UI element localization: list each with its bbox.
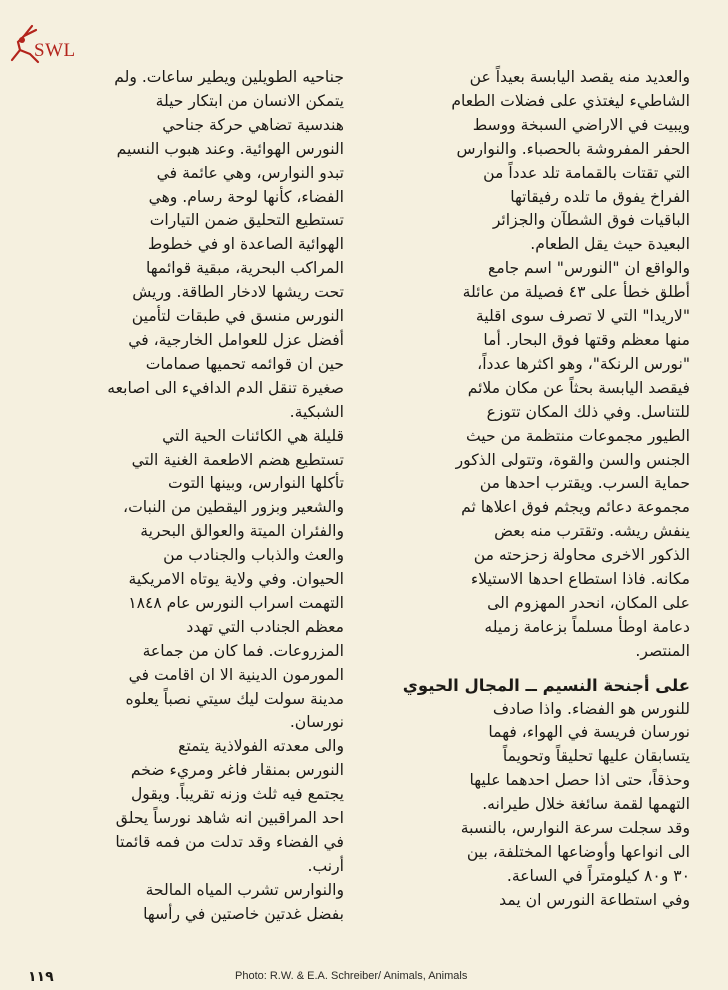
paragraph: والى معدته الفولاذية يتمتع النورس بمنقار فاغر ومريء ضخم يجتمع فيه ثلث وزنه تقريباً. ويقول احد المراقبين انه شاهد نورساً يحلق في الفضاء وقد تدلت من فمه قائمتا أرنب. xyxy=(115,737,344,875)
logo xyxy=(8,24,98,70)
left-column xyxy=(26,66,344,927)
logo-text: SWL xyxy=(34,40,76,61)
section-heading: على أجنحة النسيم ــ المجال الحيوي xyxy=(402,675,690,695)
paragraph: والنوارس تشرب المياه المالحة بفضل غدتين خاصتين في رأسها xyxy=(143,880,344,923)
paragraph: قليلة هي الكائنات الحية التي تستطيع هضم الاطعمة الغنية التي تأكلها النوارس، وبينها التوت والشعير وبزور اليقطين من النبات، والفئران الميتة والعوالق البحرية والعث والذباب والجنادب من الحيوان. وفي ولاية يوتاه الامريكية التهمت اسراب النورس عام ١٨٤٨ معظم الجنادب التي تهدد المزروعات. فما كان من جماعة المورمون الدينية الا ان اقامت في مدينة سولت ليك سيتي نصباً يعلوه نورسان. xyxy=(123,426,344,732)
photo-credit: Photo: R.W. & E.A. Schreiber/ Animals, Animals xyxy=(235,970,468,982)
paragraph: جناحيه الطويلين ويطير ساعات. ولم يتمكن الانسان من ابتكار حيلة هندسية تضاهي حركة جناحي النورس الهوائية. وعند هبوب النسيم تبدو النوارس، وهي عائمة في الفضاء، كأنها لوحة رسام. وهي تستطيع التحليق ضمن التيارات الهوائية الصاعدة او في خطوط المراكب البحرية، مبقية قوائمها تحت ريشها لادخار الطاقة. وريش النورس منسق في طبقات لتأمين أفضل عزل للعوامل الخارجية، في حين ان قوائمه تحميها صمامات صغيرة تنقل الدم الدافيء الى اصابعه الشبكية. xyxy=(107,68,344,421)
right-column xyxy=(372,66,690,913)
paragraph: والواقع ان "النورس" اسم جامع أطلق خطأ على ٤٣ فصيلة من عائلة "لاريدا" التي لا تصرف سوى اقلية منها معظم وقتها فوق البحار. أما "نورس الرنكة"، وهو اكثرها عدداً، فيقصد اليابسة بحثاً عن مكان ملائم للتناسل. وفي ذلك المكان تتوزع الطيور مجموعات منتظمة من حيث الجنس والسن والقوة، وتتولى الذكور حماية السرب. ويقترب احدها من مجموعة دعائم ويجثم فوق اعلاها ثم ينفش ريشه. وتقترب منه بعض الذكور الاخرى محاولة زحزحته من مكانه. فاذا استطاع احدها الاستيلاء على المكان، انحدر المهزوم الى دعامة اوطأ مسلماً بزعامة زميله المنتصر. xyxy=(455,259,690,660)
paragraph: للنورس هو الفضاء. واذا صادف نورسان فريسة في الهواء، فهما يتسابقان عليها تحليقاً وتحويماً وحذقاً، حتى اذا حصل احدهما عليها التهمها لقمة سائغة خلال طيرانه. وقد سجلت سرعة النوارس، بالنسبة الى انواعها وأوضاعها المختلفة، بين ٣٠ و٨٠ كيلومتراً في الساعة. وفي استطاعة النورس ان يمد xyxy=(460,699,690,909)
page-number: ١١٩ xyxy=(28,969,54,985)
paragraph: والعديد منه يقصد اليابسة بعيداً عن الشاطيء ليغتذي على فضلات الطعام ويبيت في الاراضي السبخة ووسط الحفر المفروشة بالحصباء. والنوارس التي تقتات بالقمامة تلد عدداً من الفراخ يفوق ما تلده رفيقاتها الباقيات فوق الشطآن والجزائر البعيدة حيث يقل الطعام. xyxy=(451,68,690,254)
